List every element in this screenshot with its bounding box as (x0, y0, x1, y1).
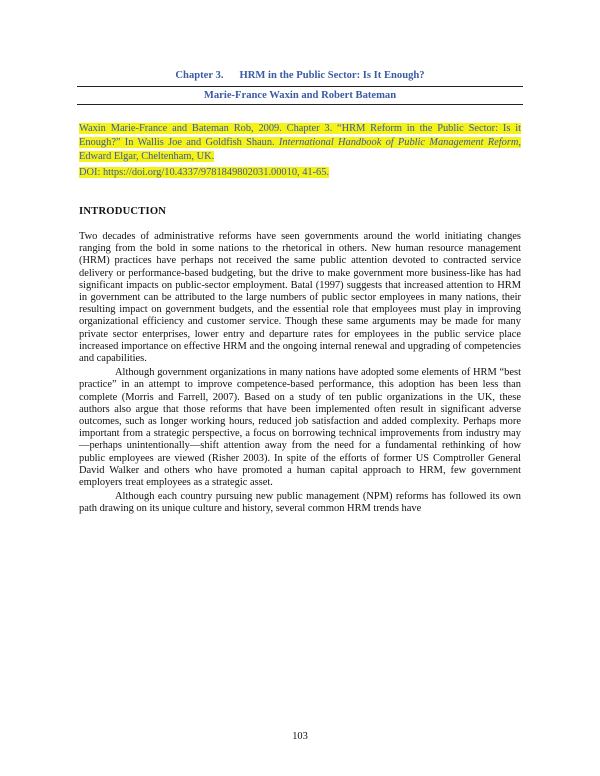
citation-suffix: , Edward Elgar, Cheltenham, UK. (79, 137, 521, 162)
body-text (79, 231, 521, 516)
title-rule (77, 86, 523, 87)
citation-book-title: International Handbook of Public Management Reform (278, 137, 519, 148)
chapter-title (80, 69, 520, 83)
citation-doi[interactable]: DOI: https://doi.org/10.4337/9781849802031.00010, 41-65. (79, 167, 330, 178)
page-number: 103 (292, 731, 308, 742)
section-heading: INTRODUCTION (79, 206, 167, 217)
chapter-authors: Marie-France Waxin and Robert Bateman (203, 90, 397, 101)
chapter-title-text: HRM in the Public Sector: Is It Enough? (239, 70, 425, 81)
paragraph-1: Two decades of administrative reforms have seen governments around the world initiating changes ranging from the bold in some nations to the rhetorical in others. New human resource management (HRM) practices have perhaps not received the same public attention devoted to contracted service delivery or performance-based budgeting, but the drive to make government more business-like has had significant impacts on public-sector employment. Batal (1997) suggests that increased attention to HRM in government can be attributed to the large numbers of public sector employees in many nations, their resulting impact on government budgets, and the essential role that employees must play in improving organizational efficiency and customer service. Though these same arguments may be made for many private sector enterprises, lower entry and departure rates for employees in the public service place increased importance on effective HRM and the ongoing internal renewal and upgrading of competencies and capabilities. (79, 231, 521, 365)
citation-block (79, 122, 521, 180)
paragraph-2: Although government organizations in many nations have adopted some elements of HRM “best practice” in an attempt to improve competence-based performance, this adoption has been less than complete (Morris and Farrell, 2007). Based on a study of ten public organizations in the UK, these authors also argue that those reforms that have been implemented often result in significant adverse outcomes, such as longer working hours, reduced job satisfaction and added complexity. Perhaps more important from a strategic perspective, a focus on borrowing technical improvements from industry may—perhaps unintentionally—shift attention away from the need for a fundamental rethinking of how public employees are viewed (Risher 2003). In spite of the efforts of former US Comptroller General David Walker and others who have promoted a human capital approach to HRM, few government employers treat employees as a strategic asset. (79, 367, 521, 489)
citation-prefix: Waxin Marie-France and Bateman Rob, 2009. Chapter 3. “HRM Reform in the Public Sector: Is it Enough?” In Wallis Joe and Goldfish Shaun. (79, 123, 521, 148)
paragraph-3: Although each country pursuing new public management (NPM) reforms has followed its own path drawing on its unique culture and history, several common HRM trends have (79, 491, 521, 515)
authors-rule (77, 104, 523, 105)
chapter-label: Chapter 3. (175, 70, 224, 81)
